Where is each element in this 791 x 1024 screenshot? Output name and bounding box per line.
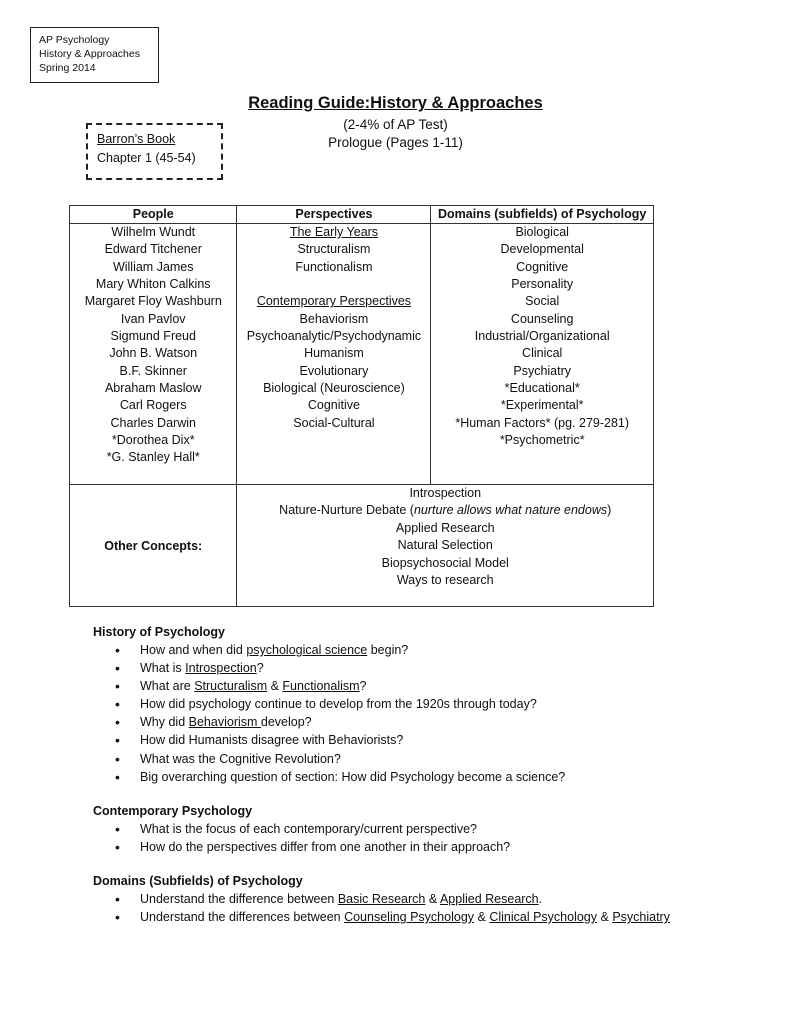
list-item: • Big overarching question of section: How did Psychology become a science? [115, 768, 753, 786]
perspectives-column [237, 224, 431, 485]
person: Sigmund Freud [110, 329, 196, 344]
person: Carl Rogers [119, 398, 187, 413]
list-item: • How did Humanists disagree with Behaviorists? [115, 731, 753, 749]
person: B.F. Skinner [119, 363, 187, 378]
domain: *Experimental* [500, 398, 584, 413]
overview-table [69, 205, 654, 607]
perspective: Biological (Neuroscience) [263, 381, 405, 396]
history-section-title: History of Psychology [93, 625, 225, 639]
person: Abraham Maslow [104, 381, 202, 396]
domain: *Human Factors* (pg. 279-281) [455, 415, 630, 430]
domains-questions [115, 890, 753, 926]
perspective: Functionalism [295, 259, 373, 274]
contemporary-heading: Contemporary Perspectives [256, 294, 412, 309]
book-title: Barron’s Book [97, 132, 176, 146]
question-sections [93, 624, 753, 926]
concept: Applied Research [395, 520, 495, 535]
perspective: Cognitive [307, 398, 360, 413]
domain: *Educational* [504, 381, 580, 396]
people-column [70, 224, 237, 485]
person: Wilhelm Wundt [111, 225, 196, 239]
domains-column [431, 224, 654, 485]
perspectives-header: Perspectives [237, 206, 431, 224]
perspective: Psychoanalytic/Psychodynamic [246, 329, 422, 344]
prologue-pages: Prologue (Pages 1-11) [328, 135, 463, 150]
perspective: Evolutionary [299, 363, 369, 378]
person: *Dorothea Dix* [111, 433, 195, 448]
list-item: • Why did Behaviorism develop? [115, 713, 753, 731]
test-weight: (2-4% of AP Test) [343, 117, 448, 132]
contemporary-questions [115, 820, 753, 856]
course-name: AP Psychology [39, 34, 110, 46]
course-info-box [30, 27, 159, 83]
perspective: Social-Cultural [293, 415, 375, 430]
contemporary-section-title: Contemporary Psychology [93, 803, 253, 818]
domain: Psychiatry [513, 363, 572, 378]
person: Margaret Floy Washburn [84, 294, 222, 309]
concept: Natural Selection [397, 538, 493, 553]
list-item: • What is the focus of each contemporary/current perspective? [115, 820, 753, 838]
domain: *Psychometric* [499, 433, 585, 448]
domain: Developmental [500, 242, 584, 257]
other-concepts-label: Other Concepts: [70, 485, 237, 607]
perspective: Humanism [304, 346, 364, 361]
list-item: • How do the perspectives differ from one another in their approach? [115, 838, 753, 856]
person: Edward Titchener [104, 242, 202, 257]
list-item: • Understand the difference between Basic Research & Applied Research. [115, 890, 753, 908]
domain: Clinical [522, 346, 563, 361]
list-item: • Understand the differences between Counseling Psychology & Clinical Psychology & Psychiatry [115, 908, 753, 926]
person: William James [112, 259, 194, 274]
people-header: People [70, 206, 237, 224]
page-title: Reading Guide:History & Approaches [248, 94, 543, 112]
early-years-heading: The Early Years [289, 225, 379, 239]
domain: Cognitive [516, 259, 569, 274]
list-item: • What is Introspection? [115, 659, 753, 677]
person: Mary Whiton Calkins [95, 277, 211, 292]
domain: Social [525, 294, 560, 309]
domain: Personality [511, 277, 574, 292]
perspective: Structuralism [297, 242, 371, 257]
person: Charles Darwin [110, 415, 196, 430]
concept-nature-nurture: Nature-Nurture Debate (nurture allows what nature endows) [279, 503, 612, 518]
book-chapter: Chapter 1 (45-54) [97, 151, 196, 165]
unit-name: History & Approaches [39, 48, 140, 60]
domains-header: Domains (subfields) of Psychology [431, 206, 654, 224]
person: Ivan Pavlov [120, 311, 186, 326]
list-item: • How did psychology continue to develop from the 1920s through today? [115, 695, 753, 713]
barrons-book-box [86, 123, 223, 180]
spacer [237, 276, 430, 293]
domain: Counseling [510, 311, 574, 326]
perspective: Behaviorism [299, 311, 369, 326]
other-concepts-cell [237, 485, 654, 607]
term: Spring 2014 [39, 62, 96, 74]
person: *G. Stanley Hall* [106, 450, 200, 465]
domain: Industrial/Organizational [474, 329, 610, 344]
domains-section-title: Domains (Subfields) of Psychology [93, 873, 303, 888]
concept: Introspection [409, 486, 482, 500]
list-item: • What was the Cognitive Revolution? [115, 750, 753, 768]
person: John B. Watson [109, 346, 198, 361]
history-questions [115, 641, 753, 786]
list-item: • How and when did psychological science begin? [115, 641, 753, 659]
list-item: • What are Structuralism & Functionalism? [115, 677, 753, 695]
domain: Biological [515, 225, 569, 239]
concept: Biopsychosocial Model [381, 555, 509, 570]
concept: Ways to research [396, 573, 494, 588]
